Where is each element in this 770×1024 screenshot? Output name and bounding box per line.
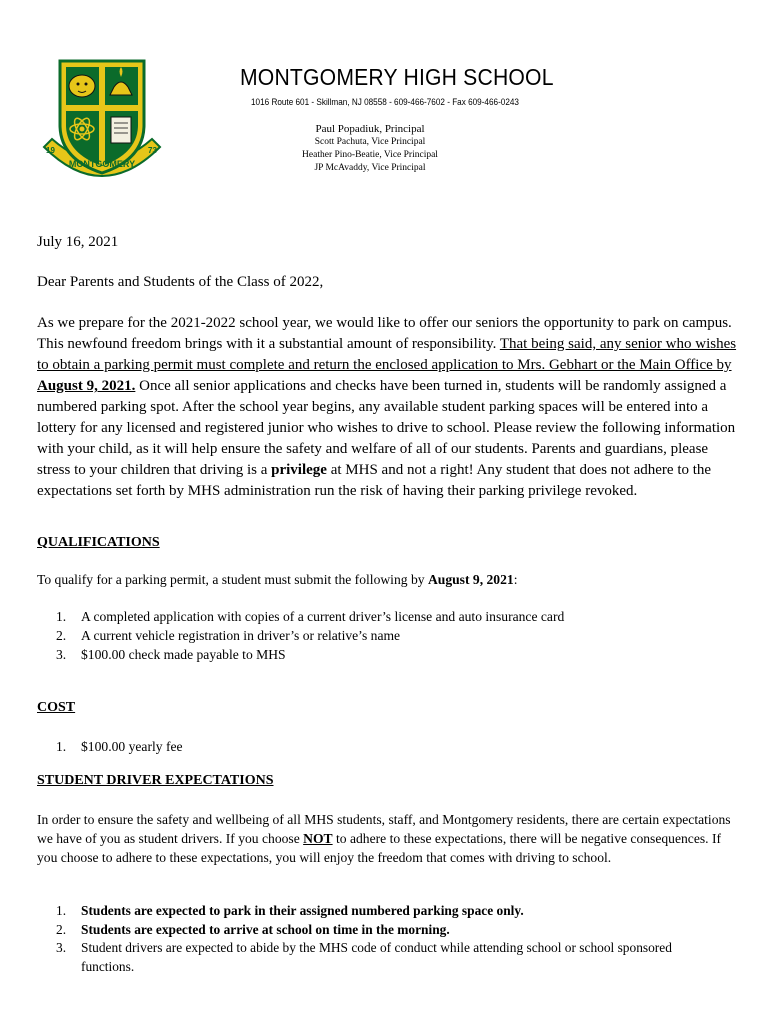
list-number: 1. (56, 903, 67, 918)
cost-list (56, 737, 706, 756)
not-emphasis: NOT (303, 831, 333, 846)
list-number: 3. (56, 940, 67, 955)
list-number: 2. (56, 921, 67, 937)
vice-principal-name: JP McAvaddy, Vice Principal (314, 163, 426, 173)
school-crest-logo (40, 55, 164, 183)
list-item-text: Student drivers are expected to abide by the MHS code of conduct while attending school or school sponsored functions. (81, 940, 672, 974)
principal-name: Paul Popadiuk, Principal (315, 123, 425, 135)
list-item-text: Students are expected to arrive at school on time in the morning. (81, 921, 450, 937)
list-item (56, 626, 706, 645)
list-number: 2. (56, 628, 67, 643)
expectations-paragraph (37, 810, 737, 867)
list-item-text: $100.00 yearly fee (81, 739, 183, 754)
vice-principal-name: Scott Pachuta, Vice Principal (314, 137, 426, 147)
letter-date: July 16, 2021 (37, 234, 119, 250)
expectations-text-cont: to adhere to these expectations, there will be negative consequences. If you choose to adhere to these expectations, you will enjoy the freedom that comes with driving to school. (37, 831, 722, 865)
staff-list (300, 122, 440, 175)
qualifications-deadline: August 9, 2021 (427, 572, 514, 587)
salutation: Dear Parents and Students of the Class of 2022, (37, 274, 324, 290)
list-number: 3. (56, 647, 67, 662)
qualifications-intro (37, 570, 737, 589)
list-number: 1. (56, 609, 67, 624)
list-item-text: $100.00 check made payable to MHS (81, 647, 286, 662)
list-item-text: A completed application with copies of a current driver’s license and auto insurance card (81, 609, 565, 624)
qualifications-list (56, 607, 706, 664)
crest-banner-text: MONTGOMERY (68, 159, 136, 169)
expectations-heading: STUDENT DRIVER EXPECTATIONS (37, 773, 274, 788)
qualifications-heading: QUALIFICATIONS (37, 535, 160, 550)
list-item-text: Students are expected to park in their assigned numbered parking space only. (81, 903, 524, 918)
school-name: MONTGOMERY HIGH SCHOOL (240, 64, 554, 90)
expectations-text: In order to ensure the safety and wellbeing of all MHS students, staff, and Montgomery residents, there are certain expectations we have of you as student drivers. If you choose (37, 812, 731, 846)
school-address: 1016 Route 601 - Skillman, NJ 08558 - 609-466-7602 - Fax 609-466-0243 (251, 97, 519, 108)
deadline-instruction: That being said, any senior who wishes to obtain a parking permit must complete and return the enclosed application to Mrs. Gebhart or the Main Office by (37, 336, 737, 373)
expectations-list (56, 902, 706, 976)
cost-heading: COST (37, 700, 76, 715)
list-item (56, 921, 706, 940)
list-item-text: A current vehicle registration in driver’s or relative’s name (81, 628, 401, 643)
deadline-date: August 9, 2021. (37, 378, 136, 394)
list-item (56, 645, 706, 664)
crest-year-right: 73 (148, 146, 157, 155)
crest-year-left: 19 (46, 146, 55, 155)
vice-principal-name: Heather Pino-Beatie, Vice Principal (302, 150, 438, 160)
intro-text-end: at MHS and not a right! Any student that does not adhere to the expectations set forth by MHS administration run the risk of having their parking privilege revoked. (37, 462, 712, 499)
qualifications-intro-end: : (513, 572, 518, 587)
intro-text: As we prepare for the 2021-2022 school year, we would like to offer our seniors the opportunity to park on campus. This newfound freedom brings with it a substantial amount of responsibility. (37, 315, 732, 352)
privilege-emphasis: privilege (271, 462, 327, 478)
list-item (56, 737, 706, 756)
list-item (56, 939, 706, 976)
qualifications-intro-text: To qualify for a parking permit, a student must submit the following by (37, 572, 428, 587)
list-item (56, 902, 706, 921)
list-number: 1. (56, 739, 67, 754)
list-item (56, 607, 706, 626)
intro-paragraph (37, 313, 737, 502)
intro-text-cont: Once all senior applications and checks have been turned in, students will be randomly assigned a numbered parking spot. After the school year begins, any available student parking spaces will be entered into a lottery for any licensed and registered junior who wishes to drive to school. Please review the following information with your child, as it will help ensure the safety and welfare of all of our students. Parents and guardians, please stress to your children that driving is a (37, 378, 736, 478)
